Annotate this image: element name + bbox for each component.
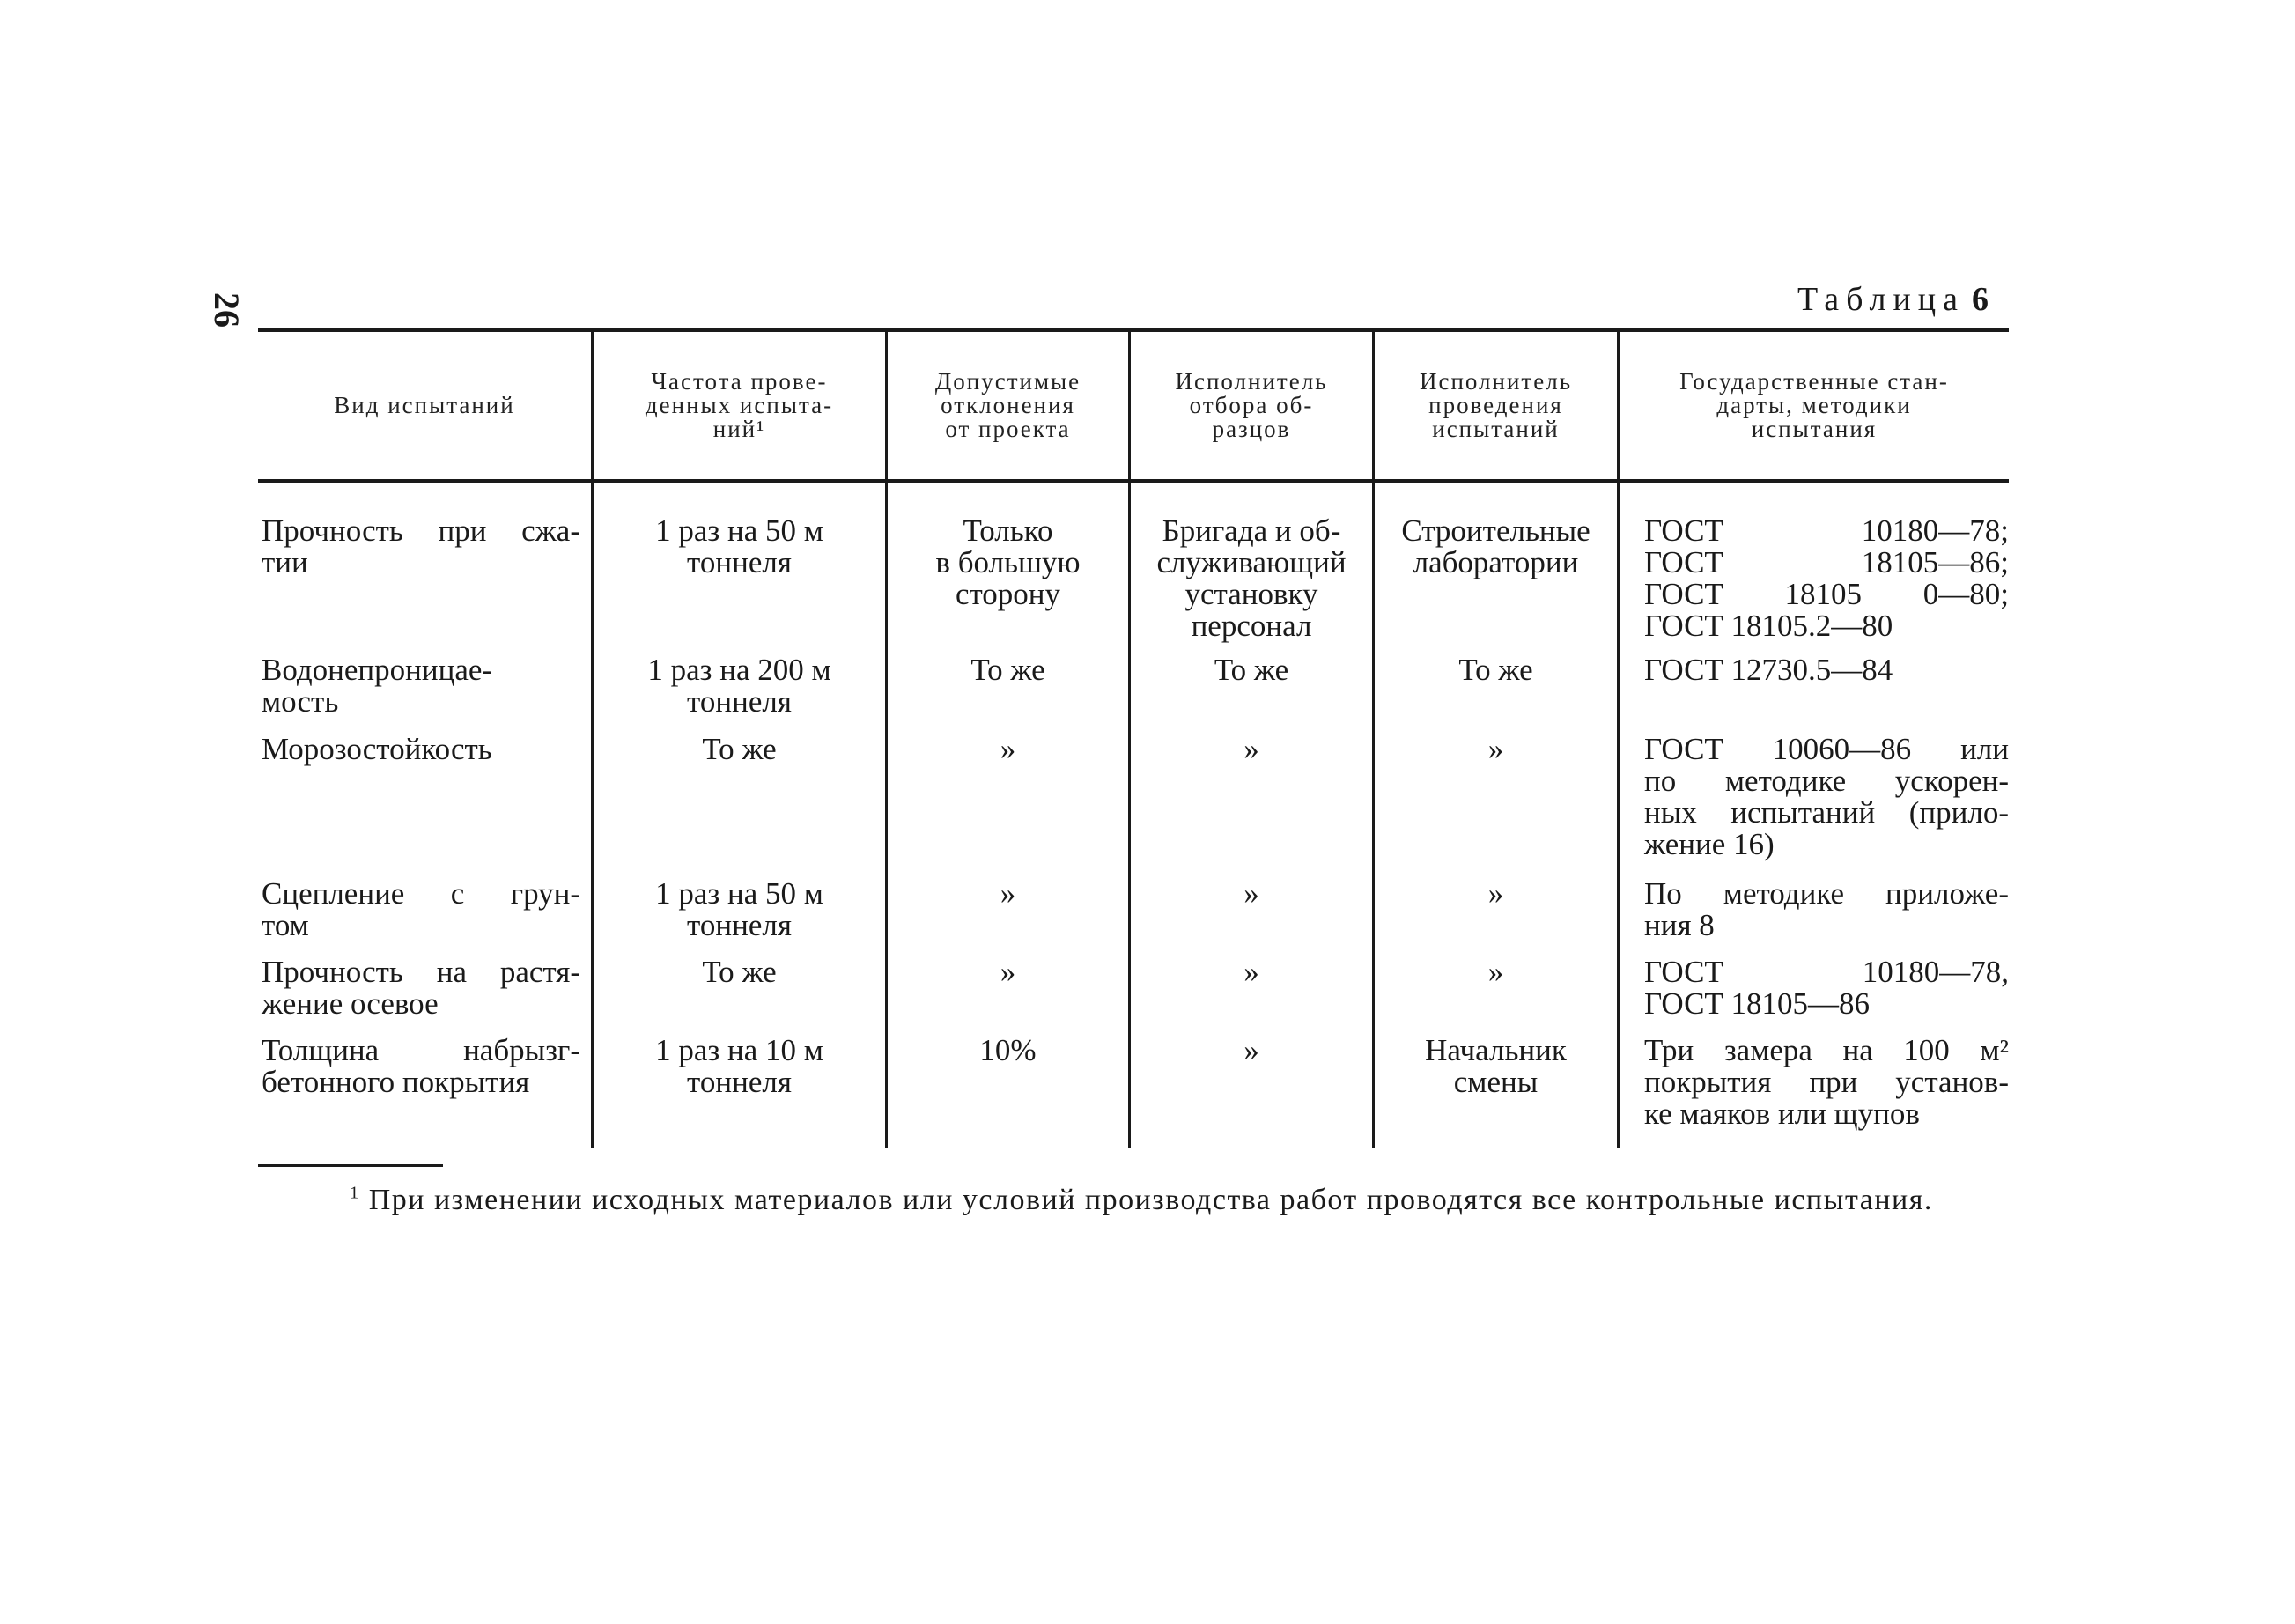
tester-cell [1375, 515, 1617, 579]
header-line: проведения [1428, 392, 1563, 418]
tester-cell [1375, 654, 1617, 686]
cell-line: » [1000, 955, 1016, 989]
cell-line: » [1243, 876, 1259, 911]
cell-line: тоннеля [687, 908, 792, 942]
cell-line: в большую [935, 545, 1081, 579]
header-line: Исполнитель [1419, 368, 1573, 395]
cell-line: жение 16) [1644, 827, 1775, 861]
cell-line: тоннеля [687, 684, 792, 719]
cell-line: Толщина набрызг- [262, 1033, 580, 1067]
standards-cell [1644, 734, 2009, 860]
cell-line: » [1000, 732, 1016, 766]
cell-line: » [1243, 732, 1259, 766]
cell-line: ГОСТ 10180—78, [1644, 955, 2009, 989]
header-line: Исполнитель [1175, 368, 1328, 395]
cell-line: Начальник [1425, 1033, 1567, 1067]
cell-line: лаборатории [1413, 545, 1579, 579]
header-deviation [888, 332, 1128, 479]
cell-line: ке маяков или щупов [1644, 1096, 1920, 1131]
header-row [258, 332, 2009, 479]
cell-line: Три замера на 100 м² [1644, 1033, 2009, 1067]
header-line: Вид испытаний [334, 392, 515, 418]
cell-line: Прочность на растя- [262, 955, 580, 989]
header-line: отбора об- [1189, 392, 1314, 418]
page-number: 26 [207, 292, 247, 328]
frequency-cell [594, 1035, 885, 1098]
header-test-type [258, 332, 591, 479]
cell-line: То же [702, 955, 777, 989]
sampler-cell [1131, 734, 1372, 765]
cell-line: ГОСТ 18105—86 [1644, 986, 1871, 1021]
cell-line: ГОСТ 18105.2—80 [1644, 609, 1893, 643]
deviation-cell [888, 956, 1128, 988]
cell-line: То же [970, 653, 1045, 687]
header-sampler [1131, 332, 1372, 479]
header-line: отклонения [941, 392, 1075, 418]
sampler-cell [1131, 654, 1372, 686]
tester-cell [1375, 878, 1617, 910]
cell-line: » [1000, 876, 1016, 911]
table-caption [1797, 280, 1989, 319]
frequency-cell [594, 956, 885, 988]
footnote-text: При изменении исходных материалов или условий производства работ проводятся все контрольные испытания. [368, 1184, 1933, 1216]
cell-line: Водонепроницае- [262, 653, 493, 687]
tester-cell [1375, 734, 1617, 765]
cell-line: 10% [979, 1033, 1037, 1067]
frequency-cell [594, 878, 885, 941]
header-line: дарты, методики [1716, 392, 1912, 418]
sampler-cell [1131, 515, 1372, 642]
cell-line: То же [1458, 653, 1533, 687]
cell-line: » [1487, 876, 1504, 911]
standards-cell [1644, 515, 2009, 642]
cell-line: » [1487, 732, 1504, 766]
cell-line: покрытия при установ- [1644, 1065, 2009, 1099]
cell-line: по методике ускорен- [1644, 764, 2009, 798]
standards-cell [1644, 878, 2009, 941]
test-type-cell [262, 956, 580, 1020]
header-line: Частота прове- [651, 368, 828, 395]
test-type-cell [262, 654, 580, 718]
header-line: Допустимые [934, 368, 1081, 395]
frequency-cell [594, 515, 885, 579]
footnote-marker: 1 [350, 1183, 360, 1203]
deviation-cell [888, 878, 1128, 910]
cell-line: тии [262, 545, 308, 579]
header-line: испытания [1751, 416, 1878, 442]
cell-line: Прочность при сжа- [262, 513, 580, 548]
footnote-rule [258, 1164, 443, 1167]
sampler-cell [1131, 956, 1372, 988]
header-tester [1375, 332, 1617, 479]
cell-line: Бригада и об- [1162, 513, 1341, 548]
data-table [258, 328, 2009, 1148]
standards-cell [1644, 1035, 2009, 1130]
deviation-cell [888, 1035, 1128, 1067]
cell-line: » [1243, 1033, 1259, 1067]
cell-line: Строительные [1401, 513, 1590, 548]
cell-line: сторону [955, 577, 1061, 611]
cell-line: мость [262, 684, 339, 719]
cell-line: установку [1184, 577, 1318, 611]
cell-line: ГОСТ 10060—86 или [1644, 732, 2009, 766]
cell-line: ГОСТ 10180—78; [1644, 513, 2009, 548]
table-caption-label: Таблица [1797, 281, 1965, 318]
tester-cell [1375, 1035, 1617, 1098]
deviation-cell [888, 734, 1128, 765]
deviation-cell [888, 654, 1128, 686]
header-line: испытаний [1432, 416, 1560, 442]
cell-line: ных испытаний (прило- [1644, 795, 2009, 830]
deviation-cell [888, 515, 1128, 610]
cell-line: 1 раз на 50 м [655, 876, 823, 911]
header-bottom-rule [258, 479, 2009, 483]
cell-line: служивающий [1156, 545, 1347, 579]
frequency-cell [594, 654, 885, 718]
standards-cell [1644, 654, 2009, 686]
table-caption-number: 6 [1972, 281, 1989, 318]
sampler-cell [1131, 1035, 1372, 1067]
header-line: денных испыта- [645, 392, 834, 418]
cell-line: По методике приложе- [1644, 876, 2009, 911]
cell-line: 1 раз на 10 м [655, 1033, 823, 1067]
test-type-cell [262, 515, 580, 579]
standards-cell [1644, 956, 2009, 1020]
cell-line: 1 раз на 50 м [655, 513, 823, 548]
cell-line: » [1243, 955, 1259, 989]
cell-line: жение осевое [262, 986, 439, 1021]
cell-line: » [1487, 955, 1504, 989]
cell-line: То же [1214, 653, 1289, 687]
cell-line: Сцепление с грун- [262, 876, 580, 911]
header-line: от проекта [945, 416, 1071, 442]
test-type-cell [262, 1035, 580, 1098]
footnote [244, 1185, 2009, 1216]
cell-line: Морозостойкость [262, 732, 492, 766]
cell-line: тоннеля [687, 1065, 792, 1099]
header-frequency [594, 332, 885, 479]
frequency-cell [594, 734, 885, 765]
test-type-cell [262, 734, 580, 765]
cell-line: смены [1453, 1065, 1539, 1099]
header-line: разцов [1212, 416, 1291, 442]
header-line: ний¹ [712, 416, 766, 442]
cell-line: Только [963, 513, 1053, 548]
cell-line: ния 8 [1644, 908, 1715, 942]
cell-line: ГОСТ 18105 0—80; [1644, 577, 2009, 611]
cell-line: персонал [1191, 609, 1312, 643]
sampler-cell [1131, 878, 1372, 910]
tester-cell [1375, 956, 1617, 988]
header-line: Государственные стан- [1679, 368, 1949, 395]
cell-line: тоннеля [687, 545, 792, 579]
cell-line: То же [702, 732, 777, 766]
cell-line: ГОСТ 12730.5—84 [1644, 653, 1893, 687]
cell-line: 1 раз на 200 м [647, 653, 831, 687]
cell-line: том [262, 908, 309, 942]
header-standards [1620, 332, 2009, 479]
test-type-cell [262, 878, 580, 941]
cell-line: бетонного покрытия [262, 1065, 530, 1099]
cell-line: ГОСТ 18105—86; [1644, 545, 2009, 579]
